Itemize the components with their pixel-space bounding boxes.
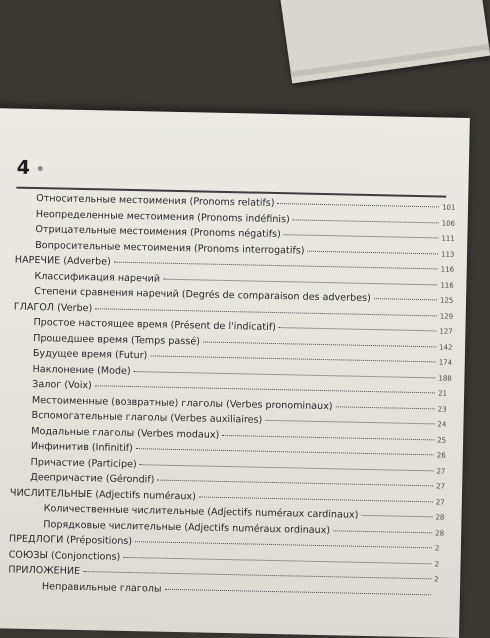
toc-entry-leader-dots <box>199 496 433 502</box>
toc-entry-leader-dots <box>83 571 431 579</box>
toc-entry-page: 26 <box>436 451 446 460</box>
toc-entry-leader-dots <box>203 341 436 347</box>
toc-entry-title: ГЛАГОЛ (Verbe) <box>13 301 93 314</box>
toc-entry-title: НАРЕЧИЕ (Adverbe) <box>14 254 111 268</box>
toc-entry-page: 21 <box>438 389 448 398</box>
toc-entry-page: 27 <box>436 466 446 476</box>
toc-entry-leader-dots <box>222 434 434 439</box>
toc-entry-title: Будущее время (Futur) <box>32 347 148 362</box>
toc-entry-page: 116 <box>440 265 455 274</box>
toc-entry-title: Наклонение (Mode) <box>32 363 131 377</box>
toc-entry-leader-dots <box>150 355 435 362</box>
toc-entry-leader-dots <box>114 262 438 270</box>
toc-entry-title: Причастие (Participe) <box>30 456 137 470</box>
toc-entry-leader-dots <box>278 203 440 207</box>
toc-entry-title: Инфинитив (Infinitif) <box>30 440 133 455</box>
toc-entry-leader-dots <box>374 298 437 300</box>
toc-entry-leader-dots <box>284 234 439 238</box>
toc-entry-title: СОЮЗЫ (Conjonctions) <box>8 548 121 563</box>
toc-entry-title: ПРЕДЛОГИ (Prépositions) <box>8 533 133 548</box>
toc-entry-page: 25 <box>437 435 447 445</box>
toc-entry-leader-dots <box>136 448 434 455</box>
toc-entry-title: Неопределенные местоимения (Pronoms indéfinis) <box>35 208 290 225</box>
toc-entry-leader-dots <box>95 308 437 316</box>
toc-entry-title: Вспомогательные глаголы (Verbes auxiliaires) <box>31 409 263 426</box>
toc-entry-page: 111 <box>441 234 455 243</box>
toc-entry-page: 129 <box>439 311 454 321</box>
toc-entry-title: Модальные глаголы (Verbes modaux) <box>31 425 220 441</box>
toc-entry-page: 106 <box>441 218 456 228</box>
toc-entry-title: Простое настоящее время (Présent de l'indicatif) <box>33 316 277 334</box>
toc-entry-leader-dots <box>163 278 437 285</box>
toc-entry-title: Степени сравнения наречий (Degrés de comparaison des adverbes) <box>34 285 371 305</box>
toc-entry-page: 101 <box>441 203 456 212</box>
background-page <box>280 0 490 83</box>
toc-entry-leader-dots <box>157 480 433 487</box>
toc-entry-leader-dots <box>140 464 434 471</box>
toc-entry-page: 116 <box>440 280 454 290</box>
toc-entry-page: 113 <box>440 249 455 259</box>
toc-entry-leader-dots <box>123 556 431 563</box>
toc-entry-title: Местоименные (возвратные) глаголы (Verbes pronominaux) <box>31 394 333 412</box>
toc-entry-title: Залог (Voix) <box>32 378 92 392</box>
toc-entry-title: ПРИЛОЖЕНИЕ <box>8 564 81 577</box>
page-header <box>17 157 44 180</box>
toc-entry-title: Деепричастие (Gérondif) <box>30 471 155 486</box>
toc-entry-title: Количественные числительные (Adjectifs numéraux cardinaux) <box>43 503 359 521</box>
toc-entry-page: 188 <box>438 373 452 383</box>
toc-entry-page: 125 <box>439 296 454 305</box>
toc-entry-page: 27 <box>436 482 446 491</box>
toc-entry-leader-dots <box>164 588 430 595</box>
toc-entry-leader-dots <box>333 530 432 533</box>
toc-entry-leader-dots <box>361 515 432 517</box>
toc-entry-leader-dots <box>293 219 439 223</box>
toc-entry-title: Порядковые числительные (Adjectifs numéraux ordinaux) <box>43 518 331 536</box>
toc-entry-page: 174 <box>438 358 453 367</box>
toc-entry-page: 28 <box>435 528 445 538</box>
toc-entry-page: 27 <box>435 497 445 507</box>
toc-entry-page: 2 <box>434 544 440 553</box>
toc-entry-page: 2 <box>434 559 440 569</box>
toc-entry-title: Относительные местоимения (Pronoms relatifs) <box>35 192 275 209</box>
bullet-icon <box>38 166 43 171</box>
toc-entry-leader-dots <box>134 371 436 378</box>
book-page <box>0 108 470 638</box>
toc-entry-title: Отрицательные местоимения (Pronoms négatifs) <box>35 223 281 241</box>
toc-entry-title: Вопросительные местоимения (Pronoms interrogatifs) <box>35 239 305 257</box>
toc-entry-title: Классификация наречий <box>34 270 161 285</box>
toc-entry-page: 24 <box>437 420 447 429</box>
background-page-strip <box>291 44 490 78</box>
toc-entry-page: 127 <box>439 327 453 336</box>
toc-entry-title: ЧИСЛИТЕЛЬНЫЕ (Adjectifs numéraux) <box>9 487 197 502</box>
toc-entry-page: 23 <box>437 404 447 414</box>
toc-entry-leader-dots <box>336 406 435 409</box>
toc-entry-title: Прошедшее время (Temps passé) <box>33 332 201 347</box>
toc-entry-leader-dots <box>308 250 439 254</box>
toc-entry-leader-dots <box>279 327 437 331</box>
table-of-contents <box>8 193 468 605</box>
toc-entry-page <box>434 597 460 598</box>
toc-entry-page: 2 <box>434 575 439 584</box>
toc-entry-leader-dots <box>95 385 435 393</box>
toc-entry-page: 142 <box>439 342 453 352</box>
toc-entry-leader-dots <box>135 541 432 548</box>
page-number: 4 <box>16 156 31 179</box>
toc-entry-page: 28 <box>435 513 445 522</box>
toc-entry-leader-dots <box>265 420 434 425</box>
toc-entry-title: Неправильные глаголы <box>41 580 162 595</box>
